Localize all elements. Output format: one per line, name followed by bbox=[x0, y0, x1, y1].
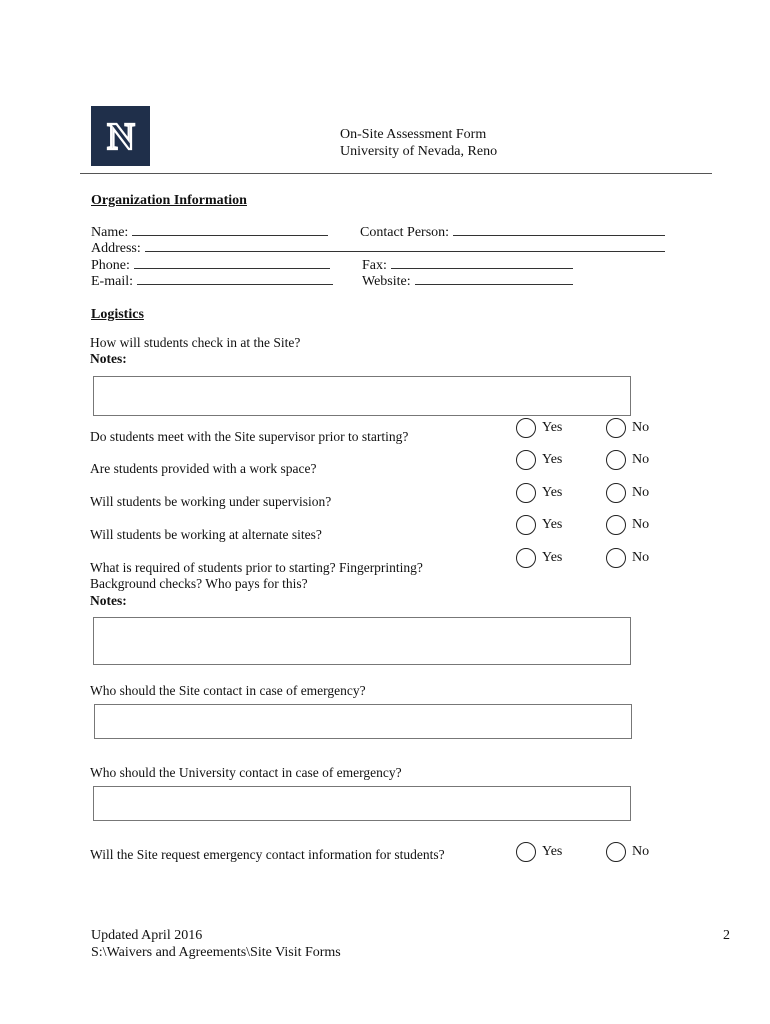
yes-radio[interactable] bbox=[516, 515, 536, 535]
logo-letter: N bbox=[106, 116, 135, 156]
logistics-heading: Logistics bbox=[91, 307, 144, 322]
no-radio[interactable] bbox=[606, 548, 626, 568]
requirements-notes-box[interactable] bbox=[93, 617, 631, 665]
n-logo-icon bbox=[99, 116, 143, 156]
site-emergency-question: Who should the Site contact in case of emergency? bbox=[90, 683, 366, 698]
university-emergency-box[interactable] bbox=[93, 786, 631, 821]
email-label: E-mail: bbox=[91, 274, 133, 289]
page-number: 2 bbox=[723, 928, 730, 943]
no-option bbox=[606, 450, 649, 470]
phone-label: Phone: bbox=[91, 258, 130, 273]
university-emergency-question: Who should the University contact in case of emergency? bbox=[90, 765, 402, 780]
form-subtitle: University of Nevada, Reno bbox=[340, 144, 498, 159]
checkin-question: How will students check in at the Site? bbox=[90, 335, 301, 350]
form-title: On-Site Assessment Form bbox=[340, 127, 487, 142]
contact-person-input-line[interactable] bbox=[453, 224, 665, 236]
contact-person-label: Contact Person: bbox=[360, 225, 450, 240]
no-radio[interactable] bbox=[606, 515, 626, 535]
no-option bbox=[606, 842, 649, 862]
website-label: Website: bbox=[362, 274, 411, 289]
yes-radio[interactable] bbox=[516, 418, 536, 438]
footer-updated: Updated April 2016 bbox=[91, 928, 203, 943]
address-field bbox=[91, 240, 665, 257]
fax-input-line[interactable] bbox=[391, 257, 573, 269]
yes-label: Yes bbox=[542, 517, 563, 532]
no-radio[interactable] bbox=[606, 418, 626, 438]
yes-label: Yes bbox=[542, 844, 563, 859]
no-label: No bbox=[632, 517, 650, 532]
header-divider bbox=[80, 173, 712, 174]
fax-label: Fax: bbox=[362, 258, 387, 273]
checkin-notes-box[interactable] bbox=[93, 376, 631, 416]
website-input-line[interactable] bbox=[415, 273, 573, 285]
no-label: No bbox=[632, 844, 650, 859]
no-label: No bbox=[632, 452, 650, 467]
phone-input-line[interactable] bbox=[134, 257, 330, 269]
name-field bbox=[91, 224, 328, 241]
website-field bbox=[362, 273, 573, 290]
yes-option bbox=[516, 515, 562, 535]
question-supervision: Will students be working under supervision? bbox=[90, 494, 332, 509]
no-radio[interactable] bbox=[606, 842, 626, 862]
question-supervisor-meet: Do students meet with the Site supervisor prior to starting? bbox=[90, 429, 409, 444]
no-option bbox=[606, 548, 649, 568]
question-alternate-sites: Will students be working at alternate sites? bbox=[90, 527, 322, 542]
contact-person-field bbox=[360, 224, 665, 241]
yes-radio[interactable] bbox=[516, 548, 536, 568]
yes-option bbox=[516, 548, 562, 568]
no-option bbox=[606, 418, 649, 438]
yes-radio[interactable] bbox=[516, 842, 536, 862]
no-label: No bbox=[632, 550, 650, 565]
email-input-line[interactable] bbox=[137, 273, 333, 285]
emergency-info-question: Will the Site request emergency contact information for students? bbox=[90, 847, 445, 862]
name-input-line[interactable] bbox=[132, 224, 328, 236]
yes-label: Yes bbox=[542, 485, 563, 500]
address-label: Address: bbox=[91, 241, 141, 256]
yes-radio[interactable] bbox=[516, 450, 536, 470]
no-label: No bbox=[632, 420, 650, 435]
university-logo bbox=[91, 106, 150, 166]
phone-field bbox=[91, 257, 330, 274]
question-requirements-line2: Background checks? Who pays for this? bbox=[90, 576, 308, 591]
yes-radio[interactable] bbox=[516, 483, 536, 503]
question-work-space: Are students provided with a work space? bbox=[90, 461, 317, 476]
yes-label: Yes bbox=[542, 452, 563, 467]
no-option bbox=[606, 515, 649, 535]
footer-path: S:\Waivers and Agreements\Site Visit Forms bbox=[91, 945, 341, 960]
no-radio[interactable] bbox=[606, 483, 626, 503]
email-field bbox=[91, 273, 333, 290]
yes-option bbox=[516, 842, 562, 862]
no-label: No bbox=[632, 485, 650, 500]
no-option bbox=[606, 483, 649, 503]
yes-label: Yes bbox=[542, 550, 563, 565]
yes-option bbox=[516, 450, 562, 470]
name-label: Name: bbox=[91, 225, 129, 240]
notes-label: Notes: bbox=[90, 351, 127, 366]
fax-field bbox=[362, 257, 573, 274]
question-requirements-line1: What is required of students prior to starting? Fingerprinting? bbox=[90, 560, 423, 575]
yes-label: Yes bbox=[542, 420, 563, 435]
yes-option bbox=[516, 483, 562, 503]
no-radio[interactable] bbox=[606, 450, 626, 470]
yes-option bbox=[516, 418, 562, 438]
address-input-line[interactable] bbox=[145, 240, 665, 252]
site-emergency-box[interactable] bbox=[94, 704, 632, 739]
notes-label-2: Notes: bbox=[90, 593, 127, 608]
org-info-heading: Organization Information bbox=[91, 193, 247, 208]
